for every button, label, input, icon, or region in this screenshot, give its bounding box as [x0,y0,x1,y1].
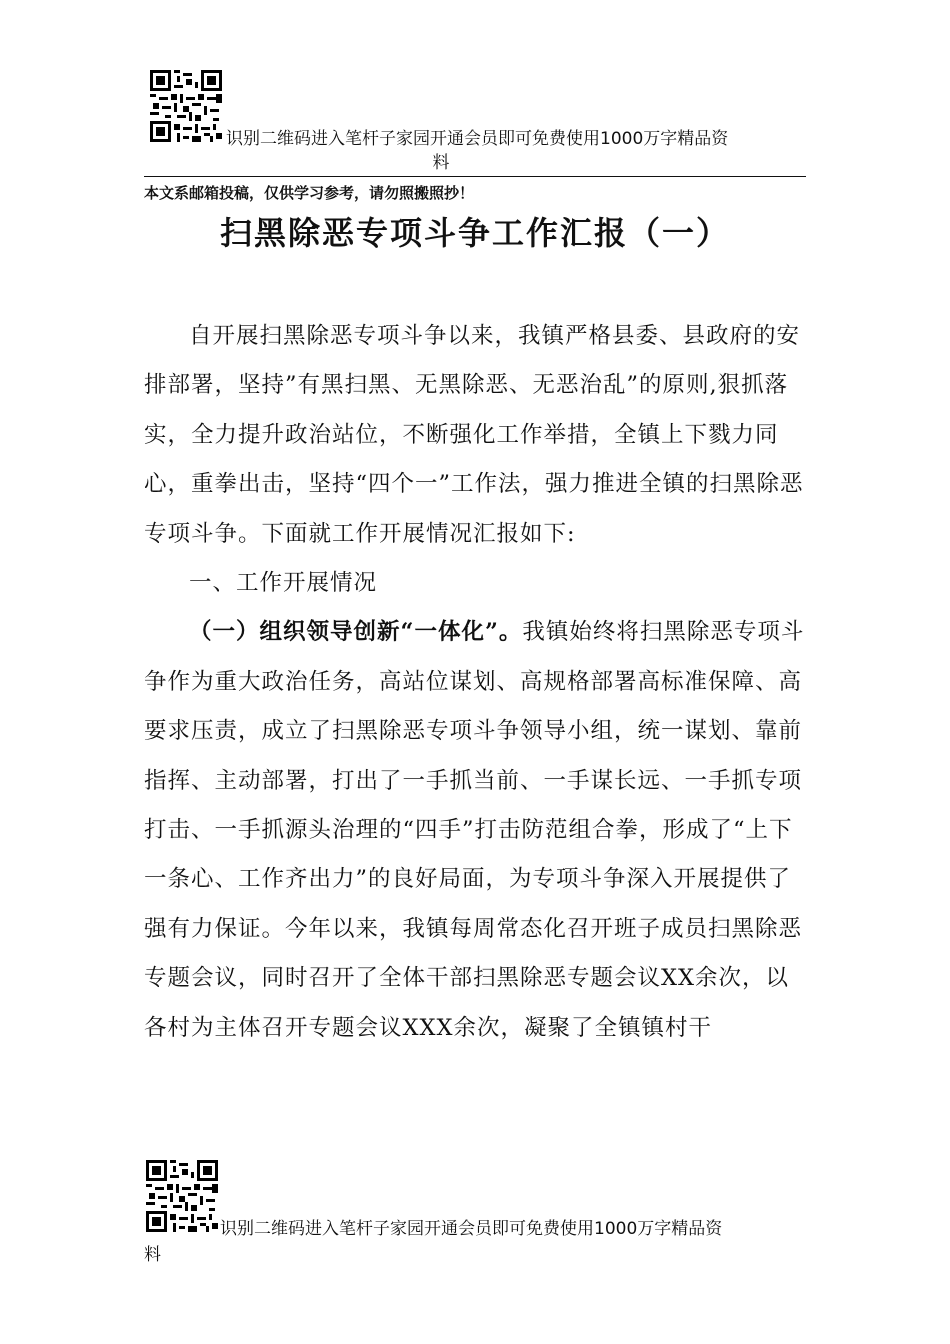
disclaimer: 本文系邮箱投稿，仅供学习参考，请勿照搬照抄！ [144,184,475,202]
document-title: 扫黑除恶专项斗争工作汇报（一） [219,214,730,252]
header-promo-text [226,127,816,175]
footer-promo-text [144,1216,806,1268]
header-promo-line1: 识别二维码进入笔杆子家园开通会员即可免费使用1000万字精品资 [226,129,729,149]
header-divider [144,176,806,177]
subsection-text: 我镇始终将扫黑除恶专项斗争作为重大政治任务，高站位谋划、高规格部署高标准保障、高要求压责，成立了扫黑除恶专项斗争领导小组，统一谋划、靠前指挥、主动部署，打出了一手抓当前、一手谋长远、一手抓专项打击、一手抓源头治理的“四手”打击防范组合拳，形成了“上下一条心、工作齐出力”的良好局面，为专项斗争深入开展提供了强有力保证。今年以来，我镇每周常态化召开班子成员扫黑除恶专题会议，同时召开了全体干部扫黑除恶专题会议XX余次，以各村为主体召开专题会议XXX余次，凝聚了全镇镇村干 [144,619,805,1041]
section-heading: 一、工作开展情况 [189,570,378,597]
subsection-heading: （一）组织领导创新“一体化”。 [189,619,523,646]
subsection-paragraph [144,608,806,1053]
header-promo-line2: 料 [432,153,450,173]
intro-paragraph: 自开展扫黑除恶专项斗争以来，我镇严格县委、县政府的安排部署，坚持”有黑扫黑、无黑除恶、无恶治乱”的原则,狠抓落实，全力提升政治站位，不断强化工作举措，全镇上下戮力同心，重拳出击，坚持“四个一”工作法，强力推进全镇的扫黑除恶专项斗争。下面就工作开展情况汇报如下: [144,323,804,547]
footer-promo-line1: 识别二维码进入笔杆子家园开通会员即可免费使用1000万字精品资 [220,1219,723,1239]
footer-promo-line2: 料 [144,1245,161,1265]
qr-code-top[interactable] [150,70,222,142]
document-body [144,312,806,1053]
